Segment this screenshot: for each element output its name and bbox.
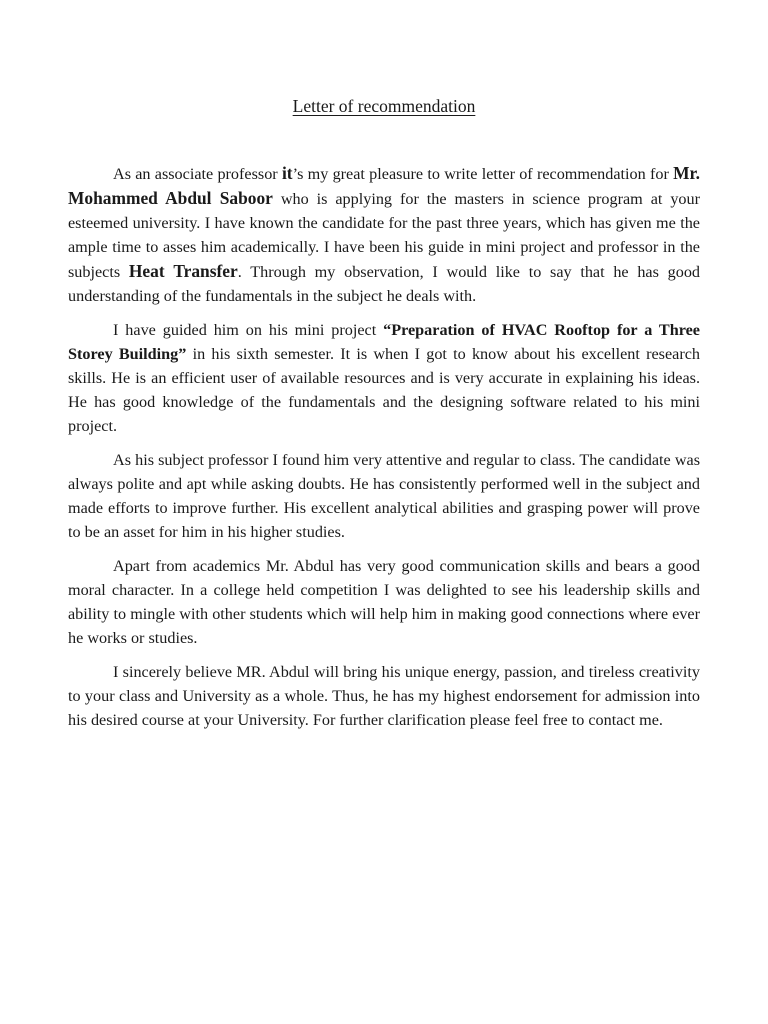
paragraph-character: Apart from academics Mr. Abdul has very good communication skills and bears a good moral character. In a college held competition I was delighted to see his leadership skills and ability to mingle with other students which will help him in making good connections where ever he works or studies. [68, 557, 700, 647]
p1-text-e: who is applying for the masters in science program at your esteemed university. I have known the candidate for the past three years, which has given me the ample time to asses him academically. I have been his guide in mini project and professor in the subjects [68, 189, 700, 281]
project-title: “Preparation of HVAC Rooftop for a Three Storey Building” [68, 320, 700, 363]
p1-text-g: . Through my observation, I would like to say that he has good understanding of the fundamentals in the subject he deals with. [68, 262, 701, 305]
candidate-name: Mr. Mohammed Abdul Saboor [68, 163, 700, 208]
p2-text-c: in his sixth semester. It is when I got to know about his excellent research skills. He is an efficient user of available resources and is very accurate in explaining his ideas. He has good knowledge of the fundamentals and the designing software related to his mini project. [68, 344, 700, 435]
paragraph-project [68, 319, 700, 439]
letter-title: Letter of recommendation [292, 96, 476, 116]
paragraph-subject: As his subject professor I found him very attentive and regular to class. The candidate was always polite and apt while asking doubts. He has consistently performed well in the subject and made efforts to improve further. His excellent analytical abilities and grasping power will prove to be an asset for him in his higher studies. [68, 450, 700, 541]
p1-text-c: ’s my great pleasure to write letter of recommendation for [292, 165, 674, 183]
p1-text-a: As an associate professor [113, 165, 282, 183]
paragraph-introduction [68, 162, 700, 308]
p1-text-bold-its: it [281, 163, 293, 183]
p2-text-a: I have guided him on his mini project [113, 320, 384, 339]
paragraph-closing: I sincerely believe MR. Abdul will bring his unique energy, passion, and tireless creativity to your class and University as a whole. Thus, he has my highest endorsement for admission into his desired course at your University. For further clarification please feel free to contact me. [68, 663, 700, 730]
subject-name: Heat Transfer [128, 260, 238, 281]
